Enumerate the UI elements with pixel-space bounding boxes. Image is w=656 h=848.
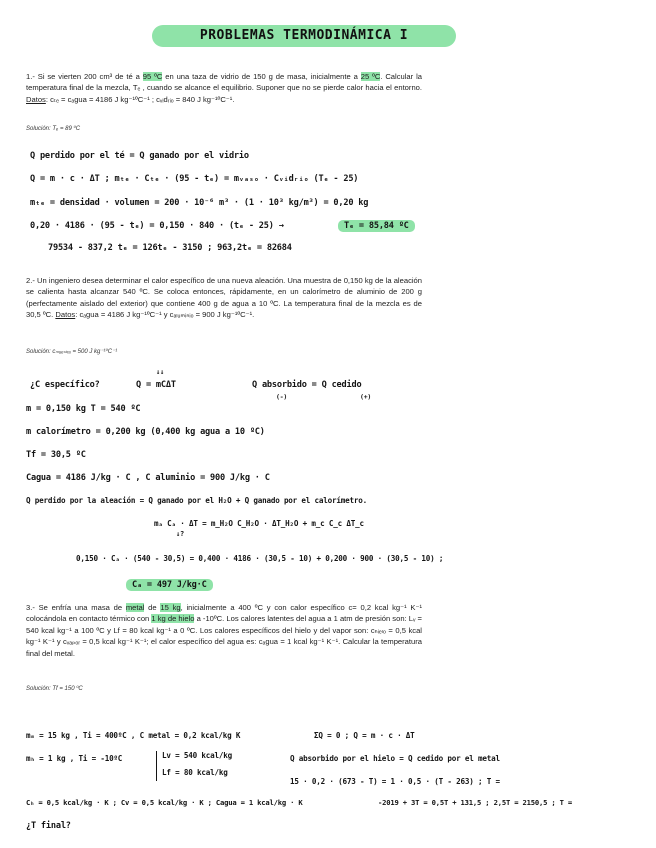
p3-brace [156,751,160,781]
problem-2-datos: : cₐgua = 4186 J kg⁻¹ºC⁻¹ y cₐₗᵤₘᵢₙᵢₒ = 900 J kg⁻¹ºC⁻¹. [75,310,255,320]
p2-work-line-balance: Q perdido por la aleación = Q ganado por el H₂O + Q ganado por el calorímetro. [26,496,368,505]
problem-3-highlight-ice: 1 kg de hielo [151,614,195,624]
problem-1-text-b: en una taza de vidrio de 150 g de masa, inicialmente a [162,72,361,81]
problem-2-statement [26,275,422,321]
problem-2-text: 2.- Un ingeniero desea determinar el calor específico de una nueva aleación. Una muestra de 0,150 kg de la aleación se calienta hasta alcanzar 540 ºC. Se coloca entonces, rápidamente, en un calorímetro de aluminio de 200 g (perfectamente aislado del exterior) que contiene 400 g de agua a 10 ºC. La temperatura final de la mezcla es de 30,5 ºC. [26,276,422,320]
p1-work-line-5: 79534 - 837,2 tₑ = 126tₑ - 3150 ; 963,2tₑ = 82684 [48,243,292,253]
p2-work-question: ¿C específico? [30,380,100,390]
p2-mark-question: ↓? [176,530,185,538]
problem-1-highlight-temp-glass: 25 ºC [360,72,381,81]
problem-3-highlight-metal: metal [125,603,145,612]
problem-3-text-c: , inicialmente a 400 ºC y con calor específico c= 0,2 kcal kg⁻¹ K⁻¹ colocándola en contacto térmico con [26,603,422,624]
p2-mark-arrows: ↓↓ [156,368,165,376]
p2-work-formula: Q = mCΔT [136,380,176,390]
problem-3-solution: Solución: Tf = 150 ºC [26,686,83,692]
problem-1-text-c: . Calcular la temperatura final de la mezcla, Tₑ , cuando se alcance el equilibrio. Suponer que no se pierde calor hacia el entorno. [26,72,422,93]
p1-work-line-1: Q perdido por el té = Q ganado por el vidrio [30,151,249,161]
p3-work-latent-fusion: Lf = 80 kcal/kg [162,768,228,777]
p1-work-line-2: Q = m · c · ΔT ; mₜₑ · Cₜₑ · (95 - tₑ) = mᵥₐₛₒ · Cᵥᵢdᵣᵢₒ (Tₑ - 25) [30,174,359,184]
p3-work-balance: Q absorbido por el hielo = Q cedido por el metal [290,754,500,763]
p2-work-balance: Q absorbido = Q cedido [252,380,362,390]
problem-1-highlight-temp-tea: 95 ºC [142,72,163,81]
p2-work-line-equation: mₐ Cₐ · ΔT = m_H₂O C_H₂O · ΔT_H₂O + m_c C_c ΔT_c [154,519,364,528]
p2-mark-minus: (-) [276,393,288,401]
problem-1-datos-label: Datos [26,94,46,104]
problem-1-solution: Solución: Tₑ = 89 ºC [26,126,81,132]
p1-work-line-4: 0,20 · 4186 · (95 - tₑ) = 0,150 · 840 · (tₑ - 25) → [30,221,284,231]
problem-3-text-b: de [144,603,161,612]
problem-3-statement [26,602,422,659]
p2-work-line-substitution: 0,150 · Cₐ · (540 - 30,5) = 0,400 · 4186 · (30,5 - 10) + 0,200 · 900 · (30,5 - 10) ; [76,554,444,563]
p2-work-line-calorimeter: m calorímetro = 0,200 kg (0,400 kg agua a 10 ºC) [26,427,265,437]
p3-work-sum-zero: ΣQ = 0 ; Q = m · c · ΔT [314,731,415,740]
problem-2-datos-label: Datos [55,310,76,320]
p3-work-question: ¿T final? [26,821,71,831]
problem-1-statement [26,71,422,105]
problem-1-text-a: 1.- Si se vierten 200 cm³ de té a [26,72,143,81]
p2-result-highlight: Cₐ = 497 J/kg·C [126,579,213,591]
p2-mark-plus: (+) [360,393,372,401]
p3-work-specific-heats: Cₕ = 0,5 kcal/kg · K ; Cv = 0,5 kcal/kg · K ; Cagua = 1 kcal/kg · K [26,798,303,807]
p3-work-equation: 15 · 0,2 · (673 - T) = 1 · 0,5 · (T - 263) ; T = [290,777,500,786]
p3-work-latent-vapor: Lv = 540 kcal/kg [162,751,232,760]
page-title: PROBLEMAS TERMODINÁMICA I [152,25,456,47]
problem-3-text-a: 3.- Se enfría una masa de [26,603,126,612]
p3-work-solving: -2019 + 3T = 0,5T + 131,5 ; 2,5T = 2150,5 ; T = [378,798,572,807]
problem-3-text-d: a -10ºC. Los calores latentes del agua a 1 atm de presión son: Lᵥ = 540 kcal kg⁻¹ a 100 ºC y Lf = 80 kcal kg⁻¹ a 0 ºC. Los calores específicos del hielo y del vapor son: cₕᵢₑₗₒ = 0,5 kcal kg⁻¹ K⁻¹ y cᵥₐₚₒᵣ = 0,5 kcal kg⁻¹ K⁻¹; el calor específico del agua es: cₐgua = 1 kcal kg⁻¹ K⁻¹. Calcular la temperatura final del metal. [26,614,422,658]
p3-work-ice-data: mₕ = 1 kg , Ti = -10ºC [26,754,123,763]
p2-work-line-specific-heats: Cagua = 4186 J/kg · C , C aluminio = 900 J/kg · C [26,473,270,483]
p1-result-highlight: Tₑ = 85,84 ºC [338,220,415,232]
problem-1-datos: : cₜₑ = cₐgua = 4186 J kg⁻¹ºC⁻¹ ; cᵥᵢdᵣᵢₒ = 840 J kg⁻¹ºC⁻¹. [45,94,235,104]
p1-work-line-3: mₜₑ = densidad · volumen = 200 · 10⁻⁶ m³ · (1 · 10³ kg/m³) = 0,20 kg [30,198,369,208]
p2-work-line-tf: Tf = 30,5 ºC [26,450,86,460]
p3-work-metal-data: mₘ = 15 kg , Ti = 400ºC , C metal = 0,2 kcal/kg K [26,731,241,740]
problem-3-highlight-mass: 15 kg [160,603,181,612]
p2-work-line-mass: m = 0,150 kg T = 540 ºC [26,404,141,414]
problem-2-solution: Solución: cₘᵤₑₛₜᵣₐ = 500 J kg⁻¹ºC⁻¹ [26,349,118,355]
